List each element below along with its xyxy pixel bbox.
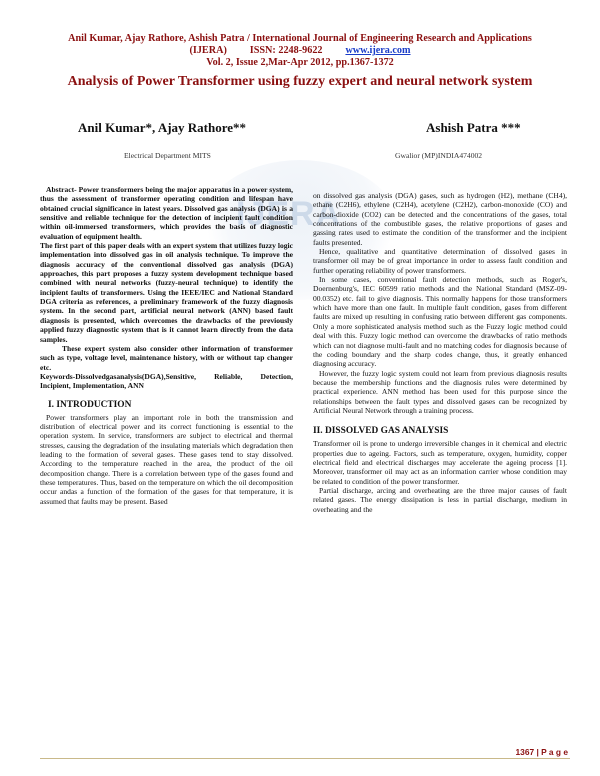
watermark-text: IJERA xyxy=(236,195,342,233)
section-heading-dga: II. DISSOLVED GAS ANALYSIS xyxy=(313,426,449,437)
header-authors-journal: Anil Kumar, Ajay Rathore, Ashish Patra / International Journal of Engineering Research and Applications xyxy=(68,33,532,44)
header-issn-line xyxy=(20,45,580,57)
abstract-text-1: Power transformers being the major apparatus in a power system, thus the assessment of transformer operating condition and lifespan have obtained crucial significance in latest years. Dissolved gas analysis (DGA) is a sensitive and reliable technique for the detection of incipient fault condition within oil-immersed transformers, which provides the basis of diagnostic evaluation of equipment health. xyxy=(40,185,293,241)
abstract-label: Abstract- xyxy=(46,185,77,194)
conventional-methods-paragraph: In some cases, conventional fault detection methods, such as Roger's, Doernenburg's, IEC 60599 ratio methods and the National Standard (MSZ-09-00.0352) etc. fail to give diagnosis. This normally happens for those transformers which have more than one fault. In multiple fault condition, gases from different faults are mixed up resulting in confusing ratio between different gas components. Only a more sophisticated analysis method such as the Fuzzy logic method could deal with this. Fuzzy logic method can overcome the drawbacks of ratio methods which can not diagnose multi-fault and no matching codes for diagnosis because of the coding boundary and the sharp codes change, thus, it greatly enhanced diagnosing accuracy. xyxy=(313,275,567,369)
dga-gases-paragraph: on dissolved gas analysis (DGA) gases, such as hydrogen (H2), methane (CH4), ethane (C2H6), ethylene (C2H4), acetylene (C2H2), carbon-monoxide (CO) and carbon-dioxide (CO2) can be detected and the concentrations of the gases, total concentrations of the combustible gases, the relative proportions of gases and gassing rates used to estimate the condition of the transformer and the incipient faults presented. xyxy=(313,191,567,247)
page-number: 1367 | P a g e xyxy=(515,747,568,757)
abstract-text-3: These expert system also consider other information of transformer such as type, voltage level, maintenance history, with or without tap changer etc. xyxy=(40,343,293,372)
keywords-text: Dissolvedgasanalysis(DGA),Sensitive, Reliable, Detection, Incipient, Implementation, ANN xyxy=(40,371,293,391)
fault-causes-paragraph: Partial discharge, arcing and overheating are the three major causes of fault related gases. The energy dissipation is less in partial discharge, medium in overheating and the xyxy=(313,485,567,514)
introduction-paragraph: Power transformers play an important role in both the transmission and distribution of electrical power and its correct functioning is essential to the operation system. In service, transformers are subject to electrical and thermal stresses, causing the degradation of the insulating materials which degradation then leading to the formation of several gases. These gases tend to stay dissolved. According to the temperature reached in the area, the product of the oil decomposition change. There is a correlation between type of the gases found and these temperatures. Thus, based on the temperature on which the oil decomposition occur andas a function of the formation of the gases for that temperature, it is assumed that faults may be present. Based xyxy=(40,412,293,506)
paper-title: Analysis of Power Transformer using fuzzy expert and neural network system xyxy=(67,74,533,89)
abstract-text-2: The first part of this paper deals with an expert system that utilizes fuzzy logic implementation into dissolved gas in oil analysis technique. To improve the diagnosis accuracy of the conventional dissolved gas analysis (DGA) approaches, this part proposes a fuzzy system development technique based combined with neural networks (fuzzy-neural technique) to identify the incipient faults of transformers. Using the IEEE/IEC and National Standard DGA criteria as references, a preliminary framework of the fuzzy diagnosis system. In the second part, artificial neural network (ANN) based fault diagnosis is presented, which overcomes the drawbacks of the previously applied fuzzy diagnostic system that is it cannot learn directly from the data samples. xyxy=(40,241,293,344)
journal-url-link[interactable]: www.ijera.com xyxy=(345,45,411,56)
affiliation-right: Gwalior (MP)INDIA474002 xyxy=(395,151,483,160)
right-column xyxy=(313,191,567,514)
transformer-oil-paragraph: Transformer oil is prone to undergo irreversible changes in it chemical and electric properties due to ageing. Factors, such as temperature, oxygen, humidity, copper electrical field and electrical discharges may accelerate the ageing process [1]. Moreover, transformer oil may act as an information carrier whose condition may be related to condition of the power transformer. xyxy=(313,439,567,486)
journal-abbreviation: (IJERA) xyxy=(189,45,227,56)
abstract-paragraph xyxy=(40,185,293,241)
ann-method-paragraph: However, the fuzzy logic system could not learn from previous diagnosis results because the membership functions and the diagnosis rules were determined by practical experience. ANN method has been used for this purpose since the relationships between the fault types and dissolved gases can be recognized by Artificial Neural Network through a training process. xyxy=(313,368,567,415)
qualitative-paragraph: Hence, qualitative and quantitative determination of dissolved gases in transformer oil may be of great importance in order to assess fault condition and further operating reliability of power transformers. xyxy=(313,247,567,275)
left-column xyxy=(40,185,293,506)
authors-right: Ashish Patra *** xyxy=(426,120,521,135)
footer-rule xyxy=(40,758,570,759)
keywords xyxy=(40,372,293,391)
section-heading-introduction: I. INTRODUCTION xyxy=(48,399,132,410)
issn: ISSN: 2248-9622 xyxy=(249,45,323,56)
keywords-label: Keywords- xyxy=(40,371,76,381)
header-volume-line: Vol. 2, Issue 2,Mar-Apr 2012, pp.1367-1372 xyxy=(206,57,394,68)
authors-left: Anil Kumar*, Ajay Rathore** xyxy=(78,120,247,135)
affiliation-left: Electrical Department MITS xyxy=(124,151,211,160)
running-header xyxy=(20,33,580,69)
